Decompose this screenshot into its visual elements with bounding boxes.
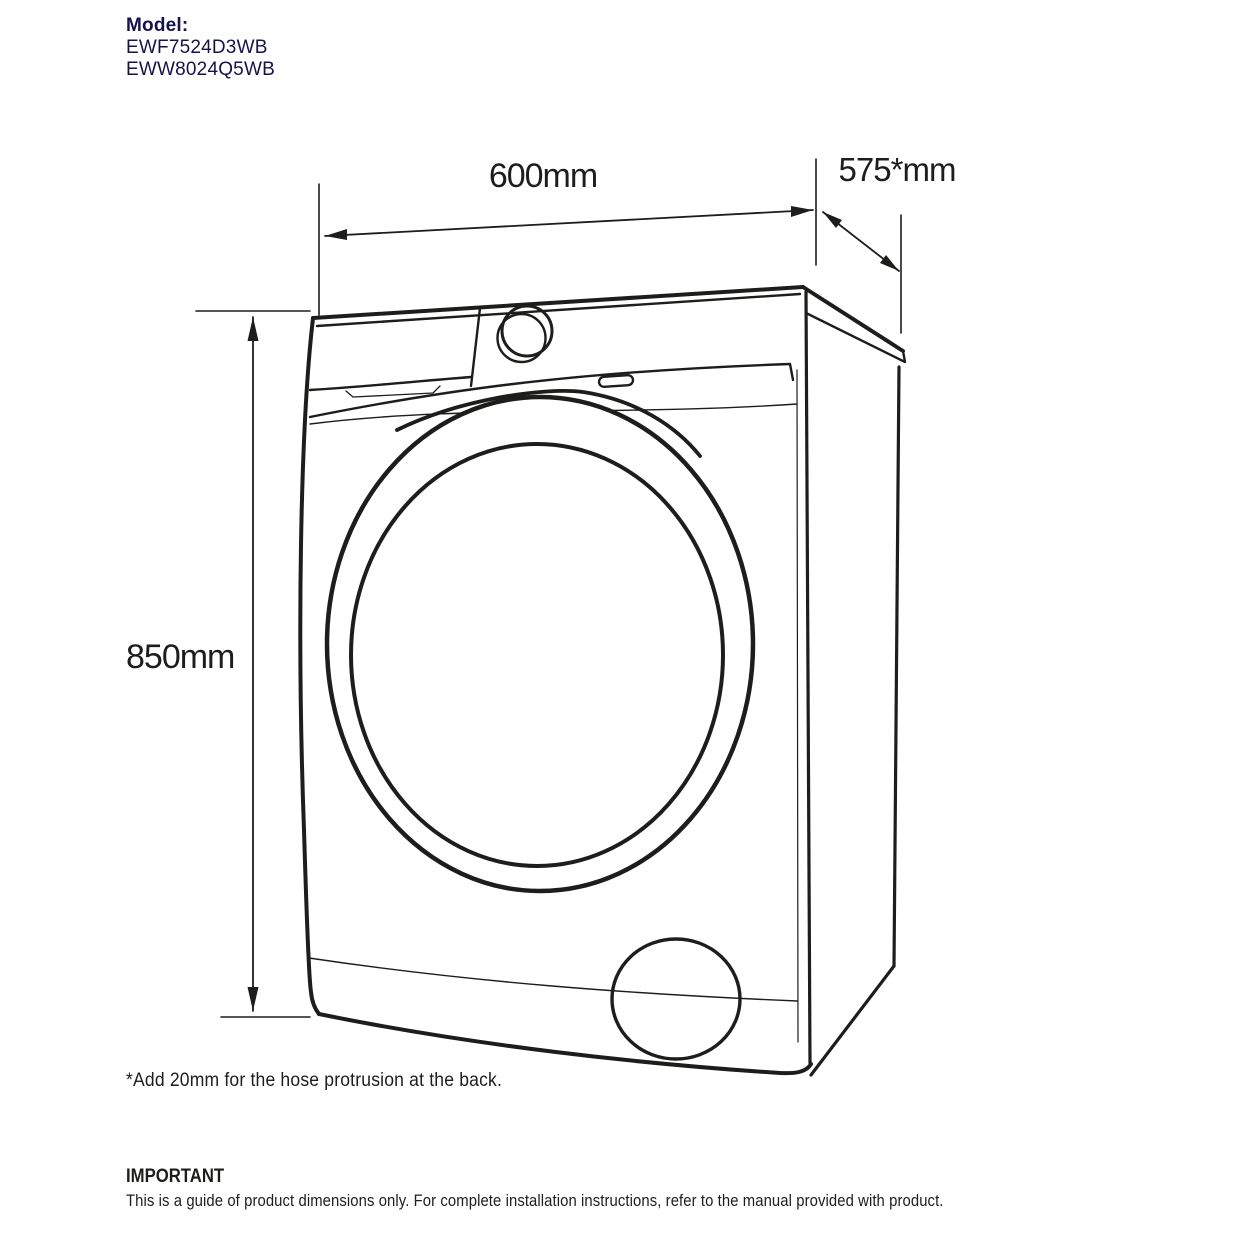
worktop-front-edge: [313, 287, 803, 318]
status-indicator-pill: [599, 375, 634, 387]
width-dimension-label: 600mm: [488, 157, 598, 195]
arrowhead-left-icon: [325, 229, 347, 240]
model-number-2: EWW8024Q5WB: [126, 59, 275, 80]
width-dimension-line: [325, 210, 813, 236]
cabinet-bottom-right-edge: [811, 966, 894, 1075]
arrowhead-right-icon: [791, 206, 813, 217]
front-panel-right-crease: [797, 370, 798, 1042]
arrowhead-bottom-icon: [248, 987, 259, 1011]
cabinet-back-right-edge: [894, 367, 899, 966]
important-body: This is a guide of product dimensions only. For complete installation instructions, refer to the manual provided with product.: [126, 1192, 944, 1210]
height-dimension-label: 850mm: [126, 638, 235, 676]
model-block: [126, 15, 275, 81]
kick-panel-line: [309, 958, 797, 1001]
washing-machine-drawing: [300, 287, 905, 1075]
depth-dimension-label: 575*mm: [838, 151, 956, 188]
door-outer-ring: [327, 397, 753, 891]
important-title: IMPORTANT: [126, 1166, 225, 1187]
detergent-drawer-divider: [471, 308, 480, 386]
arrowhead-top-icon: [248, 317, 259, 341]
depth-dimension: [823, 212, 901, 333]
cabinet-bottom-edge: [319, 1014, 811, 1073]
hose-protrusion-footnote: *Add 20mm for the hose protrusion at the back.: [126, 1069, 503, 1091]
cabinet-front-right-edge: [806, 292, 810, 1063]
drain-pump-door: [612, 939, 740, 1059]
worktop-front-edge-inner: [317, 294, 800, 326]
detergent-drawer-bottom-edge: [310, 377, 471, 390]
machine-left-edge: [300, 318, 319, 1014]
model-label: Model:: [126, 15, 189, 36]
model-number-1: EWF7524D3WB: [126, 37, 268, 58]
